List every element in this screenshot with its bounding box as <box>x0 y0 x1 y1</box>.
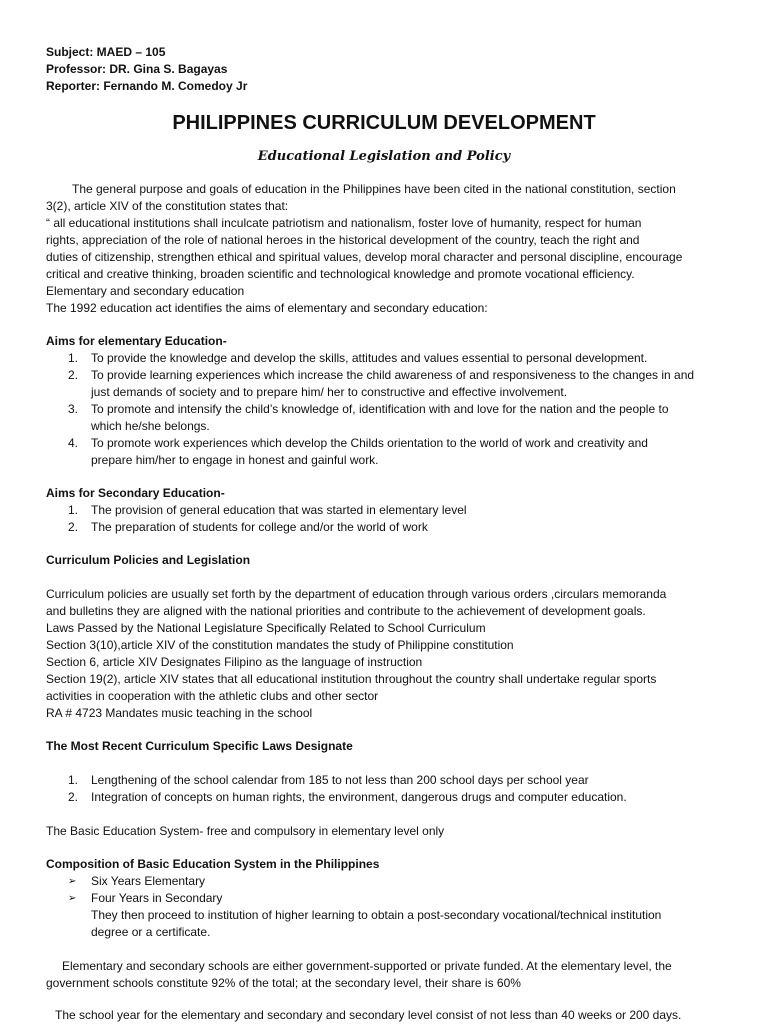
list-number: 1. <box>68 773 79 787</box>
policies-heading: Curriculum Policies and Legislation <box>46 553 251 567</box>
reporter-line: Reporter: Fernando M. Comedoy Jr <box>46 79 248 93</box>
subject-line: Subject: MAED – 105 <box>46 45 166 59</box>
list-text: To provide learning experiences which increase the child awareness of and responsiveness to the changes in and <box>91 368 695 382</box>
list-text: To promote and intensify the child’s knowledge of, identification with and love for the nation and the people to <box>91 402 669 416</box>
policies-line: Laws Passed by the National Legislature Specifically Related to School Curriculum <box>46 621 486 635</box>
list-number: 2. <box>68 790 79 804</box>
list-number: 3. <box>68 402 79 416</box>
policies-line: Section 19(2), article XIV states that all educational institution throughout the country shall undertake regular sports <box>46 672 657 686</box>
list-text: The provision of general education that was started in elementary level <box>91 503 467 517</box>
composition-follow-line: degree or a certificate. <box>91 925 211 939</box>
list-text: just demands of society and to prepare him/ her to constructive and effective involvement. <box>91 385 568 399</box>
list-number: 1. <box>68 351 79 365</box>
policies-line: activities in cooperation with the athletic clubs and other sector <box>46 689 379 703</box>
intro-line: The general purpose and goals of education in the Philippines have been cited in the national constitution, section <box>72 182 676 196</box>
recent-laws-heading: The Most Recent Curriculum Specific Laws Designate <box>46 739 353 753</box>
list-number: 2. <box>68 520 79 534</box>
list-text: The preparation of students for college and/or the world of work <box>91 520 428 534</box>
intro-line: rights, appreciation of the role of national heroes in the historical development of the country, teach the right and <box>46 233 640 247</box>
policies-line: and bulletins they are aligned with the national priorities and contribute to the achievement of development goals. <box>46 604 646 618</box>
arrow-bullet-icon: ➢ <box>68 893 77 904</box>
funding-line: Elementary and secondary schools are either government-supported or private funded. At the elementary level, the <box>62 959 672 973</box>
intro-line: 3(2), article XIV of the constitution states that: <box>46 199 289 213</box>
list-number: 2. <box>68 368 79 382</box>
intro-line: duties of citizenship, strengthen ethical and spiritual values, develop moral character and personal discipline, encourage <box>46 250 683 264</box>
list-text: Lengthening of the school calendar from 185 to not less than 200 school days per school year <box>91 773 589 787</box>
arrow-bullet-icon: ➢ <box>68 876 77 887</box>
policies-line: Section 3(10),article XIV of the constitution mandates the study of Philippine constitution <box>46 638 514 652</box>
policies-line: Curriculum policies are usually set forth by the department of education through various orders ,circulars memoranda <box>46 587 667 601</box>
elementary-heading: Aims for elementary Education- <box>46 334 227 348</box>
basic-system-line: The Basic Education System- free and compulsory in elementary level only <box>46 824 445 838</box>
policies-line: Section 6, article XIV Designates Filipino as the language of instruction <box>46 655 423 669</box>
bullet-text: Four Years in Secondary <box>91 891 223 905</box>
page-subtitle: Educational Legislation and Policy <box>257 149 511 164</box>
page-title: PHILIPPINES CURRICULUM DEVELOPMENT <box>172 112 596 134</box>
school-year-line: The school year for the elementary and secondary and secondary level consist of not less than 40 weeks or 200 days. <box>55 1008 682 1022</box>
list-text: which he/she belongs. <box>91 419 210 433</box>
list-number: 4. <box>68 436 79 450</box>
list-text: prepare him/her to engage in honest and gainful work. <box>91 453 379 467</box>
intro-line: “ all educational institutions shall inculcate patriotism and nationalism, foster love of humanity, respect for human <box>46 216 642 230</box>
list-text: To provide the knowledge and develop the skills, attitudes and values essential to personal development. <box>91 351 648 365</box>
policies-line: RA # 4723 Mandates music teaching in the school <box>46 706 313 720</box>
intro-line: The 1992 education act identifies the aims of elementary and secondary education: <box>46 301 488 315</box>
composition-follow-line: They then proceed to institution of higher learning to obtain a post-secondary vocational/technical institution <box>91 908 662 922</box>
professor-line: Professor: DR. Gina S. Bagayas <box>46 62 228 76</box>
composition-heading: Composition of Basic Education System in the Philippines <box>46 857 380 871</box>
intro-line: Elementary and secondary education <box>46 284 245 298</box>
funding-line: government schools constitute 92% of the total; at the secondary level, their share is 60% <box>46 976 521 990</box>
list-text: To promote work experiences which develop the Childs orientation to the world of work and creativity and <box>91 436 648 450</box>
bullet-text: Six Years Elementary <box>91 874 206 888</box>
intro-line: critical and creative thinking, broaden scientific and technological knowledge and promote vocational efficiency. <box>46 267 635 281</box>
secondary-heading: Aims for Secondary Education- <box>46 486 225 500</box>
list-number: 1. <box>68 503 79 517</box>
list-text: Integration of concepts on human rights, the environment, dangerous drugs and computer education. <box>91 790 627 804</box>
